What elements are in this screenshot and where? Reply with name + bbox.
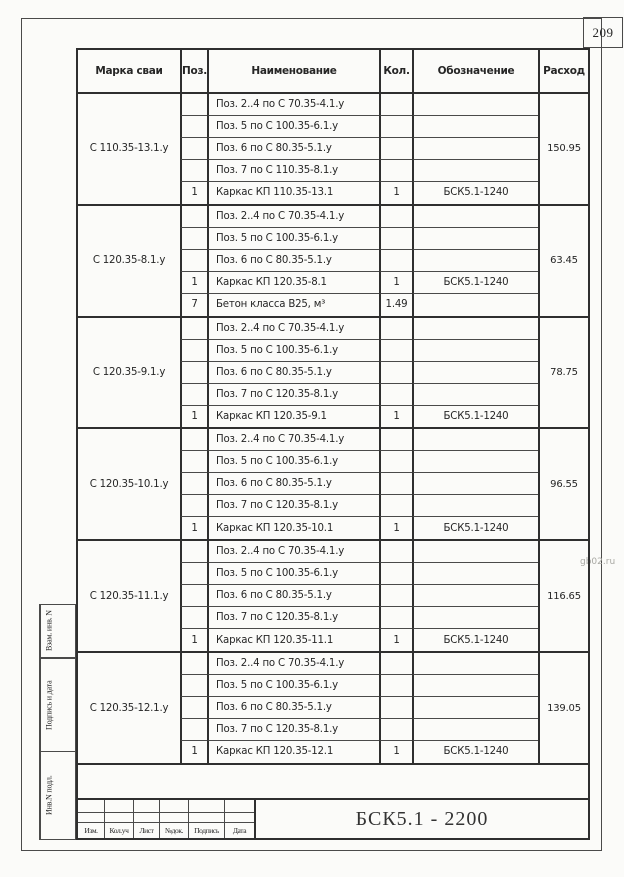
poz-cell: 1 xyxy=(180,406,207,428)
spec-block xyxy=(78,94,588,206)
spec-table-body xyxy=(78,94,588,763)
oboz-cell xyxy=(412,250,538,272)
name-cell: Поз. 2..4 по С 70.35-4.1.у xyxy=(207,318,379,340)
name-cell: Каркас КП 120.35-9.1 xyxy=(207,406,379,428)
poz-cell xyxy=(180,607,207,629)
name-cell: Поз. 5 по С 100.35-6.1.у xyxy=(207,675,379,697)
header-cell-name: Наименование xyxy=(207,50,379,92)
page-number: 209 xyxy=(592,24,614,40)
poz-cell: 1 xyxy=(180,272,207,294)
poz-cell xyxy=(180,541,207,563)
side-box-vzam-inv xyxy=(39,604,76,658)
poz-cell: 7 xyxy=(180,294,207,316)
oboz-cell xyxy=(412,541,538,563)
spec-block xyxy=(78,653,588,763)
qty-cell xyxy=(379,697,412,719)
name-cell: Поз. 5 по С 100.35-6.1.у xyxy=(207,563,379,585)
sheet-frame-right xyxy=(601,18,602,851)
name-cell: Поз. 7 по С 120.35-8.1.у xyxy=(207,719,379,741)
poz-cell xyxy=(180,675,207,697)
spec-table xyxy=(76,48,590,765)
oboz-cell: БСК5.1-1240 xyxy=(412,406,538,428)
revision-label: Лист xyxy=(133,822,159,838)
poz-cell xyxy=(180,228,207,250)
name-cell: Поз. 2..4 по С 70.35-4.1.у xyxy=(207,429,379,451)
poz-cell: 1 xyxy=(180,182,207,204)
oboz-cell: БСК5.1-1240 xyxy=(412,741,538,763)
qty-cell xyxy=(379,719,412,741)
qty-cell: 1 xyxy=(379,272,412,294)
qty-cell: 1.49 xyxy=(379,294,412,316)
revision-cell xyxy=(159,800,188,812)
name-cell: Поз. 5 по С 100.35-6.1.у xyxy=(207,228,379,250)
revision-cell xyxy=(133,812,159,822)
side-box-podpis-data-field xyxy=(57,659,75,751)
rashod-cell: 139.05 xyxy=(538,653,588,763)
oboz-cell xyxy=(412,495,538,517)
revision-cell xyxy=(133,800,159,812)
mark-cell: С 120.35-12.1.у xyxy=(89,702,169,714)
side-label-inv-podl: Инв.N подл. xyxy=(40,752,57,839)
header-cell-mark: Марка сваи xyxy=(95,65,163,77)
name-cell: Поз. 7 по С 120.35-8.1.у xyxy=(207,607,379,629)
name-cell: Поз. 2..4 по С 70.35-4.1.у xyxy=(207,206,379,228)
poz-cell xyxy=(180,473,207,495)
poz-cell xyxy=(180,719,207,741)
header-cell-qty: Кол. xyxy=(379,50,412,92)
poz-cell xyxy=(180,563,207,585)
name-cell: Каркас КП 120.35-11.1 xyxy=(207,629,379,651)
revision-label: Изм. xyxy=(78,822,104,838)
oboz-cell xyxy=(412,206,538,228)
oboz-cell xyxy=(412,138,538,160)
rashod-cell: 96.55 xyxy=(538,429,588,539)
qty-cell: 1 xyxy=(379,741,412,763)
revision-cell xyxy=(159,812,188,822)
name-cell: Поз. 6 по С 80.35-5.1.у xyxy=(207,138,379,160)
revision-table xyxy=(78,800,256,838)
oboz-cell: БСК5.1-1240 xyxy=(412,517,538,539)
doc-number-cell xyxy=(256,800,588,838)
qty-cell xyxy=(379,94,412,116)
qty-cell: 1 xyxy=(379,406,412,428)
poz-cell xyxy=(180,362,207,384)
name-cell: Поз. 2..4 по С 70.35-4.1.у xyxy=(207,94,379,116)
poz-cell xyxy=(180,451,207,473)
poz-cell xyxy=(180,94,207,116)
qty-cell xyxy=(379,160,412,182)
revision-cell xyxy=(188,800,224,812)
qty-cell xyxy=(379,340,412,362)
qty-cell: 1 xyxy=(379,182,412,204)
oboz-cell: БСК5.1-1240 xyxy=(412,182,538,204)
watermark: gb02.ru xyxy=(580,557,616,567)
poz-cell xyxy=(180,697,207,719)
qty-cell xyxy=(379,541,412,563)
revision-cell xyxy=(224,812,254,822)
qty-cell xyxy=(379,495,412,517)
name-cell: Поз. 5 по С 100.35-6.1.у xyxy=(207,451,379,473)
qty-cell xyxy=(379,429,412,451)
table-header-row xyxy=(78,50,588,94)
sheet-frame-bottom xyxy=(21,850,602,851)
name-cell: Бетон класса В25, м³ xyxy=(207,294,379,316)
mark-cell: С 120.35-11.1.у xyxy=(89,590,169,602)
name-cell: Поз. 6 по С 80.35-5.1.у xyxy=(207,362,379,384)
side-box-inv-podl-field xyxy=(57,752,75,839)
poz-cell xyxy=(180,160,207,182)
oboz-cell xyxy=(412,585,538,607)
qty-cell xyxy=(379,384,412,406)
name-cell: Поз. 6 по С 80.35-5.1.у xyxy=(207,697,379,719)
oboz-cell xyxy=(412,653,538,675)
side-label-vzam-inv: Взам. инв. N xyxy=(40,605,57,657)
rashod-cell: 116.65 xyxy=(538,541,588,651)
poz-cell xyxy=(180,116,207,138)
qty-cell: 1 xyxy=(379,629,412,651)
side-box-podpis-data xyxy=(39,658,76,752)
name-cell: Каркас КП 120.35-8.1 xyxy=(207,272,379,294)
name-cell: Поз. 5 по С 100.35-6.1.у xyxy=(207,340,379,362)
oboz-cell: БСК5.1-1240 xyxy=(412,629,538,651)
name-cell: Поз. 7 по С 110.35-8.1.у xyxy=(207,160,379,182)
qty-cell xyxy=(379,228,412,250)
qty-cell xyxy=(379,563,412,585)
qty-cell xyxy=(379,607,412,629)
name-cell: Поз. 6 по С 80.35-5.1.у xyxy=(207,473,379,495)
rashod-cell: 78.75 xyxy=(538,318,588,428)
header-cell-rashod: Расход xyxy=(538,50,588,92)
oboz-cell xyxy=(412,563,538,585)
revision-cell xyxy=(188,812,224,822)
name-cell: Поз. 2..4 по С 70.35-4.1.у xyxy=(207,653,379,675)
oboz-cell xyxy=(412,160,538,182)
poz-cell: 1 xyxy=(180,741,207,763)
header-cell-poz: Поз. xyxy=(180,50,207,92)
spec-block xyxy=(78,429,588,541)
side-box-vzam-inv-field xyxy=(57,605,75,657)
rashod-cell: 63.45 xyxy=(538,206,588,316)
poz-cell xyxy=(180,318,207,340)
mark-cell: С 110.35-13.1.у xyxy=(89,143,169,155)
name-cell: Поз. 2..4 по С 70.35-4.1.у xyxy=(207,541,379,563)
spec-block xyxy=(78,318,588,430)
side-box-inv-podl xyxy=(39,751,76,840)
poz-cell xyxy=(180,495,207,517)
title-block xyxy=(76,798,590,840)
name-cell: Поз. 7 по С 120.35-8.1.у xyxy=(207,384,379,406)
qty-cell xyxy=(379,138,412,160)
poz-cell xyxy=(180,429,207,451)
oboz-cell: БСК5.1-1240 xyxy=(412,272,538,294)
revision-cell xyxy=(224,800,254,812)
qty-cell xyxy=(379,206,412,228)
qty-cell xyxy=(379,250,412,272)
mark-cell: С 120.35-8.1.у xyxy=(92,255,166,267)
qty-cell xyxy=(379,653,412,675)
oboz-cell xyxy=(412,429,538,451)
poz-cell xyxy=(180,384,207,406)
revision-cell xyxy=(78,812,104,822)
oboz-cell xyxy=(412,228,538,250)
qty-cell xyxy=(379,675,412,697)
oboz-cell xyxy=(412,294,538,316)
side-label-podpis-data: Подпись и дата xyxy=(40,659,57,751)
sheet-frame-left xyxy=(21,18,22,851)
mark-cell: С 120.35-10.1.у xyxy=(89,478,169,490)
poz-cell xyxy=(180,250,207,272)
poz-cell xyxy=(180,206,207,228)
oboz-cell xyxy=(412,384,538,406)
revision-label: Кол.уч xyxy=(104,822,133,838)
oboz-cell xyxy=(412,607,538,629)
poz-cell xyxy=(180,138,207,160)
revision-cell xyxy=(104,812,133,822)
name-cell: Каркас КП 110.35-13.1 xyxy=(207,182,379,204)
name-cell: Каркас КП 120.35-10.1 xyxy=(207,517,379,539)
name-cell: Поз. 5 по С 100.35-6.1.у xyxy=(207,116,379,138)
rashod-cell: 150.95 xyxy=(538,94,588,204)
oboz-cell xyxy=(412,116,538,138)
revision-label: №док. xyxy=(159,822,188,838)
poz-cell xyxy=(180,340,207,362)
oboz-cell xyxy=(412,451,538,473)
page-number-box xyxy=(583,17,623,48)
qty-cell xyxy=(379,451,412,473)
revision-cell xyxy=(104,800,133,812)
qty-cell xyxy=(379,318,412,340)
sheet-frame-top xyxy=(21,18,602,19)
qty-cell xyxy=(379,473,412,495)
name-cell: Поз. 6 по С 80.35-5.1.у xyxy=(207,250,379,272)
qty-cell xyxy=(379,116,412,138)
name-cell: Поз. 6 по С 80.35-5.1.у xyxy=(207,585,379,607)
oboz-cell xyxy=(412,719,538,741)
revision-label: Дата xyxy=(224,822,254,838)
qty-cell xyxy=(379,585,412,607)
name-cell: Поз. 7 по С 120.35-8.1.у xyxy=(207,495,379,517)
doc-number: БСК5.1 - 2200 xyxy=(355,807,489,830)
revision-label: Подпись xyxy=(188,822,224,838)
mark-cell: С 120.35-9.1.у xyxy=(92,367,166,379)
oboz-cell xyxy=(412,318,538,340)
name-cell: Каркас КП 120.35-12.1 xyxy=(207,741,379,763)
revision-cell xyxy=(78,800,104,812)
oboz-cell xyxy=(412,340,538,362)
spec-block xyxy=(78,541,588,653)
oboz-cell xyxy=(412,697,538,719)
poz-cell: 1 xyxy=(180,517,207,539)
header-cell-oboz: Обозначение xyxy=(412,50,538,92)
oboz-cell xyxy=(412,675,538,697)
poz-cell xyxy=(180,653,207,675)
oboz-cell xyxy=(412,94,538,116)
oboz-cell xyxy=(412,362,538,384)
qty-cell: 1 xyxy=(379,517,412,539)
spec-block xyxy=(78,206,588,318)
qty-cell xyxy=(379,362,412,384)
oboz-cell xyxy=(412,473,538,495)
poz-cell: 1 xyxy=(180,629,207,651)
table-titleblock-gap xyxy=(76,763,590,798)
poz-cell xyxy=(180,585,207,607)
